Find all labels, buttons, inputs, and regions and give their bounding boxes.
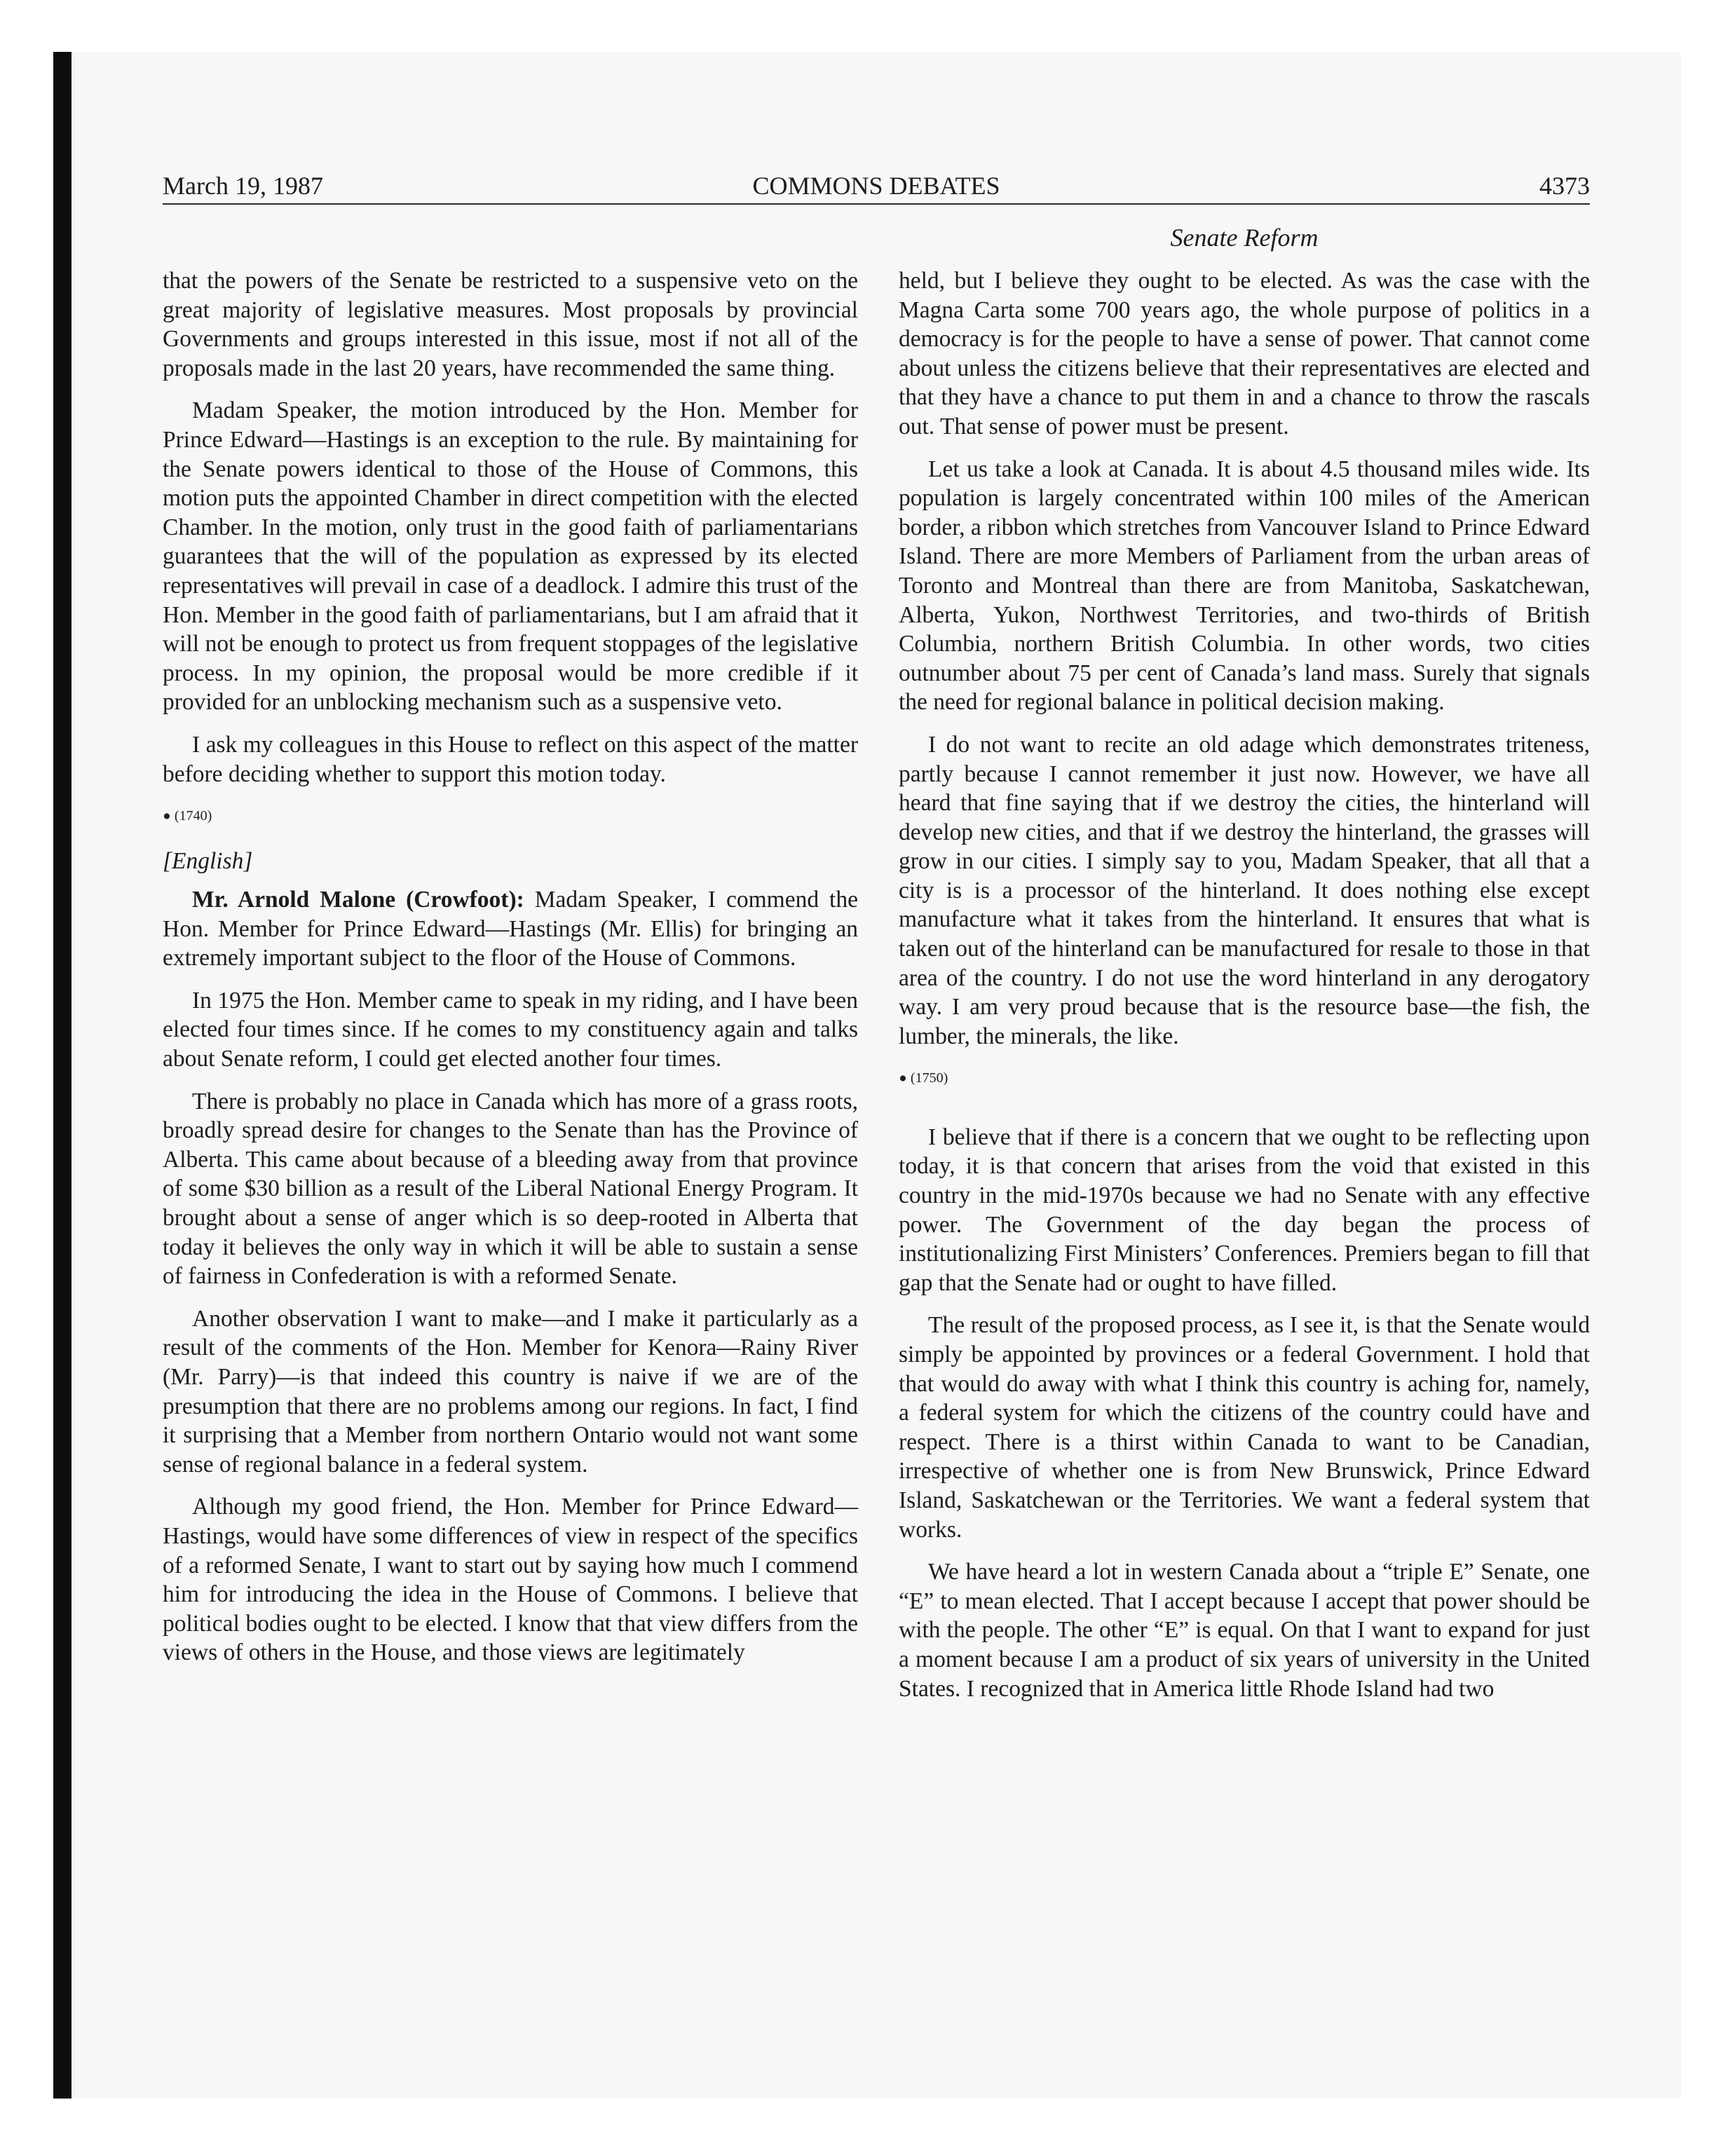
language-tag: [English] — [163, 847, 253, 874]
section-title: Senate Reform — [1170, 224, 1319, 252]
right-column — [899, 266, 1590, 1717]
paragraph: Madam Speaker, the motion introduced by the Hon. Member for Prince Edward—Hastings is an exception to the rule. By maintaining for the Senate powers identical to those of the House of Commons, this motion puts the appointed Chamber in direct competition with the elected Chamber. In the motion, only trust in the good faith of parliamentarians guarantees that the will of the population as expressed by its elected representatives will prevail in case of a deadlock. I admire this trust of the Hon. Member in the good faith of parliamentarians, but I am afraid that it will not be enough to protect us from frequent stoppages of the legislative process. In my opinion, the proposal would be more credible if it provided for an unblocking mechanism such as a suspensive veto. — [163, 397, 858, 716]
bullet-icon: • — [163, 803, 171, 830]
paragraph: I do not want to recite an old adage which demonstrates triteness, partly because I cannot remember it just now. However, we have all heard that fine saying that if we destroy the cities, the hinterland will develop new cities, and that if we destroy the hinterland, the grasses will grow in our cities. I simply say to you, Madam Speaker, that all that a city is is a processor of the hinterland. It does nothing else except manufacture what it takes from the hinterland. It ensures that what is taken out of the hinterland can be manufactured for resale to those in that area of the country. I do not use the word hinterland in any derogatory way. I am very proud because that is the resource base—the fish, the lumber, the minerals, the like. — [899, 731, 1590, 1049]
paragraph: Although my good friend, the Hon. Member for Prince Edward—Hastings, would have some differences of view in respect of the specifics of a reformed Senate, I want to start out by saying how much I commend him for introducing the idea in the House of Commons. I believe that political bodies ought to be elected. I know that that view differs from the views of others in the House, and those views are legitimately — [163, 1494, 858, 1666]
paragraph: I ask my colleagues in this House to reflect on this aspect of the matter before deciding whether to support this motion today. — [163, 731, 858, 787]
time-marker-text: (1740) — [174, 808, 212, 824]
paragraph: There is probably no place in Canada which has more of a grass roots, broadly spread desire for changes to the Senate than has the Province of Alberta. This came about because of a bleeding away from that province of some $30 billion as a result of the Liberal National Energy Program. It brought about a sense of anger which is so deep-rooted in Alberta that today it believes the only way in which it will be able to sustain a sense of fairness in Confederation is with a reformed Senate. — [163, 1088, 858, 1290]
paragraph: We have heard a lot in western Canada about a “triple E” Senate, one “E” to mean elected. That I accept because I accept that power should be with the people. The other “E” is equal. On that I want to expand for just a moment because I am a product of six years of university in the United States. I recognized that in America little Rhode Island had two — [899, 1559, 1590, 1702]
paragraph: I believe that if there is a concern that we ought to be reflecting upon today, it is that concern that arises from the void that existed in this country in the mid-1970s because we had no Senate with any effective power. The Government of the day began the process of institutionalizing First Ministers’ Conferences. Premiers began to fill that gap that the Senate had or ought to have filled. — [899, 1124, 1590, 1296]
paragraph: held, but I believe they ought to be elected. As was the case with the Magna Carta some 700 years ago, the whole purpose of politics in a democracy is for the people to have a sense of power. That cannot come about unless the citizens believe that their representatives are elected and that they have a chance to put them in and a chance to throw the rascals out. That sense of power must be present. — [899, 268, 1590, 439]
header-publication: COMMONS DEBATES — [752, 172, 1000, 200]
paragraph: Another observation I want to make—and I make it particularly as a result of the comments of the Hon. Member for Kenora—Rainy River (Mr. Parry)—is that indeed this country is naive if we are of the presumption that there are no problems among our regions. In fact, I find it surprising that a Member from northern Ontario would not want some sense of regional balance in a federal system. — [163, 1305, 858, 1478]
header-page-number: 4373 — [1539, 172, 1590, 200]
time-marker-text: (1750) — [910, 1070, 948, 1086]
speaker-name: Mr. Arnold Malone (Crowfoot): — [192, 887, 524, 913]
paragraph: Let us take a look at Canada. It is about 4.5 thousand miles wide. Its population is largely concentrated within 100 miles of the American border, a ribbon which stretches from Vancouver Island to Prince Edward Island. There are more Members of Parliament from the urban areas of Toronto and Montreal than there are from Manitoba, Saskatchewan, Alberta, Yukon, Northwest Territories, and two-thirds of British Columbia, northern British Columbia. In other words, two cities outnumber about 75 per cent of Canada’s land mass. Surely that signals the need for regional balance in political decision making. — [899, 456, 1590, 716]
paragraph: In 1975 the Hon. Member came to speak in my riding, and I have been elected four times since. If he comes to my constituency again and talks about Senate reform, I could get elected another four times. — [163, 987, 858, 1072]
speech-text: Madam Speaker, I commend the Hon. Member for Prince Edward—Hastings (Mr. Ellis) for bringing an extremely important subject to the floor of the House of Commons. — [163, 887, 858, 971]
time-marker — [163, 802, 858, 831]
running-header — [163, 168, 1590, 205]
scan-edge — [53, 52, 72, 2099]
time-marker — [899, 1064, 1590, 1093]
speech-paragraph — [163, 885, 858, 973]
header-date: March 19, 1987 — [163, 172, 323, 200]
left-column — [163, 266, 858, 1681]
paragraph: that the powers of the Senate be restricted to a suspensive veto on the great majority of legislative measures. Most proposals by provincial Governments and groups interested in this issue, most if not all of the proposals made in the last 20 years, have recommended the same thing. — [163, 268, 858, 381]
bullet-icon: • — [899, 1065, 907, 1092]
paragraph: The result of the proposed process, as I see it, is that the Senate would simply be appointed by provinces or a federal Government. I hold that that would do away with what I think this country is aching for, namely, a federal system for which the citizens of the country could have and respect. There is a thirst within Canada to want to be Canadian, irrespective of whether one is from New Brunswick, Prince Edward Island, Saskatchewan or the Territories. We want a federal system that works. — [899, 1312, 1590, 1543]
